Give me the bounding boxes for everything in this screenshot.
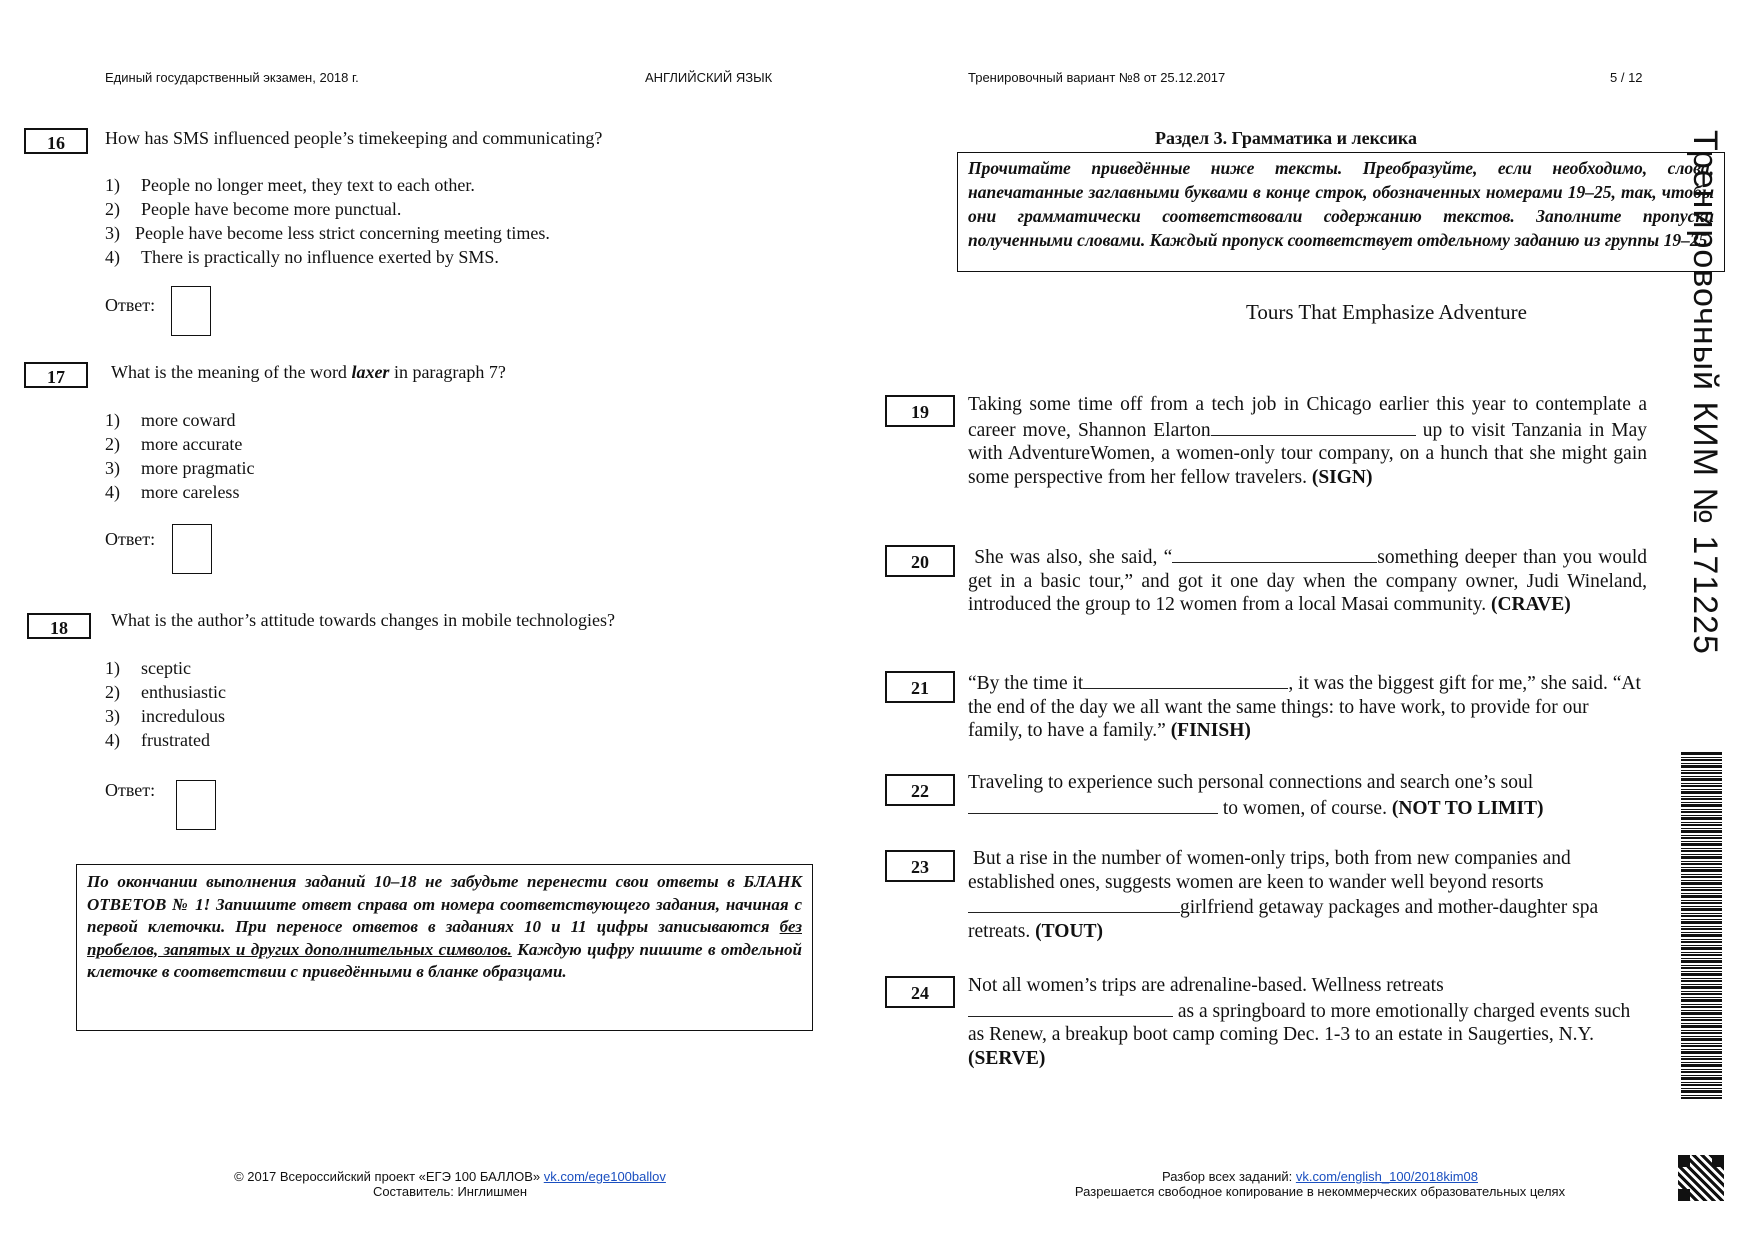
footer-right: Разбор всех заданий: vk.com/english_100/2018kim08 Разрешается свободное копирование в некоммерческих образовательных целях xyxy=(1074,1169,1566,1199)
header-subject: АНГЛИЙСКИЙ ЯЗЫК xyxy=(645,70,773,85)
question-18-text: What is the author’s attitude towards changes in mobile technologies? xyxy=(111,610,616,630)
answer-label-16: Ответ: xyxy=(105,295,156,315)
task-number-20: 20 xyxy=(885,545,955,577)
q18-option-1: 1) sceptic xyxy=(105,658,191,678)
q18-option-3: 3) incredulous xyxy=(105,706,225,726)
blank-20[interactable] xyxy=(1172,544,1377,563)
q16-option-1: 1) People no longer meet, they text to each other. xyxy=(105,175,475,195)
blank-21[interactable] xyxy=(1083,670,1288,689)
blank-24[interactable] xyxy=(968,998,1173,1017)
task-number-24: 24 xyxy=(885,976,955,1008)
q17-option-1: 1) more coward xyxy=(105,410,236,430)
q18-option-4: 4) frustrated xyxy=(105,730,210,750)
q17-option-4: 4) more careless xyxy=(105,482,240,502)
task-24-text: Not all women’s trips are adrenaline-based. Wellness retreats as a springboard to more emotionally charged events such as Renew, a breakup boot camp coming Dec. 1-3 to an estate in Saugerties, N.Y. (SERVE) xyxy=(968,975,1631,1069)
q16-option-3: 3) People have become less strict concerning meeting times. xyxy=(105,223,550,243)
task-number-19: 19 xyxy=(885,395,955,427)
task-21-text: “By the time it , it was the biggest gift for me,” she said. “At the end of the day we all want the same things: to have work, to provide for our family, to have a family.” (FINISH) xyxy=(968,670,1647,743)
header-variant: Тренировочный вариант №8 от 25.12.2017 xyxy=(968,70,1226,85)
section-title: Раздел 3. Грамматика и лексика xyxy=(1155,128,1418,148)
task-number-21: 21 xyxy=(885,671,955,703)
task-22-text: Traveling to experience such personal connections and search one’s soul to women, of course. (NOT TO LIMIT) xyxy=(968,772,1544,819)
header-exam: Единый государственный экзамен, 2018 г. xyxy=(105,70,359,85)
qr-code xyxy=(1678,1155,1724,1201)
transfer-answers-note: По окончании выполнения заданий 10–18 не забудьте перенести свои ответы в БЛАНК ОТВЕТОВ № 1! Запишите ответ справа от номера соответствующего задания, начиная с первой клеточки. При переносе ответов в заданиях 10 и 11 цифры записываются без пробелов, запятых и других дополнительных символов. Каждую цифру пишите в отдельной клеточке в соответствии с приведёнными в бланке образцами. xyxy=(76,864,813,1031)
blank-23[interactable] xyxy=(968,894,1180,913)
answer-box-18[interactable] xyxy=(176,780,216,830)
section-instructions: Прочитайте приведённые ниже тексты. Преобразуйте, если необходимо, слова, напечатанные заглавными буквами в конце строк, обозначенных номерами 19–25, так, чтобы они грамматически соответствовали содержанию текстов. Заполните пропуски полученными словами. Каждый пропуск соответствует отдельному заданию из группы 19–25. xyxy=(957,152,1725,272)
footer-left: © 2017 Всероссийский проект «ЕГЭ 100 БАЛЛОВ» vk.com/ege100ballov Составитель: Инглишмен xyxy=(234,1169,666,1199)
text-title: Tours That Emphasize Adventure xyxy=(1246,300,1527,324)
q17-option-2: 2) more accurate xyxy=(105,434,243,454)
vertical-kim-label: Тренировочный КИМ № 171225 xyxy=(1686,130,1724,655)
barcode xyxy=(1681,752,1722,1099)
footer-link-analysis[interactable]: vk.com/english_100/2018kim08 xyxy=(1295,1169,1478,1184)
question-16-text: How has SMS influenced people’s timekeeping and communicating? xyxy=(105,128,603,148)
header-page-number: 5 / 12 xyxy=(1610,70,1643,85)
question-number-16: 16 xyxy=(24,128,88,154)
question-number-17: 17 xyxy=(24,362,88,388)
question-number-18: 18 xyxy=(27,613,91,639)
blank-19[interactable] xyxy=(1211,417,1416,436)
footer-link-ege[interactable]: vk.com/ege100ballov xyxy=(543,1169,666,1184)
question-17-text: What is the meaning of the word laxer in paragraph 7? xyxy=(111,362,506,382)
answer-label-18: Ответ: xyxy=(105,780,156,800)
blank-22[interactable] xyxy=(968,795,1218,814)
q16-option-2: 2) People have become more punctual. xyxy=(105,199,402,219)
task-20-text: She was also, she said, “ something deeper than you would get in a basic tour,” and got it one day when the company owner, Judi Wineland, introduced the group to 12 women from a local Masai community. (CRAVE) xyxy=(968,544,1647,617)
q16-option-4: 4) There is practically no influence exerted by SMS. xyxy=(105,247,499,267)
answer-label-17: Ответ: xyxy=(105,529,156,549)
task-number-23: 23 xyxy=(885,850,955,882)
answer-box-17[interactable] xyxy=(172,524,212,574)
answer-box-16[interactable] xyxy=(171,286,211,336)
q18-option-2: 2) enthusiastic xyxy=(105,682,226,702)
task-23-text: But a rise in the number of women-only trips, both from new companies and established ones, suggests women are keen to wander well beyond resortsgirlfriend getaway packages and mother-daughter spa retreats. (TOUT) xyxy=(968,848,1599,942)
task-19-text: Taking some time off from a tech job in Chicago earlier this year to contemplate a career move, Shannon Elarton up to visit Tanzania in May with AdventureWomen, a women-only tour company, on a hunch that she might gain some perspective from her fellow travelers. (SIGN) xyxy=(968,394,1648,488)
q17-option-3: 3) more pragmatic xyxy=(105,458,255,478)
task-number-22: 22 xyxy=(885,774,955,806)
